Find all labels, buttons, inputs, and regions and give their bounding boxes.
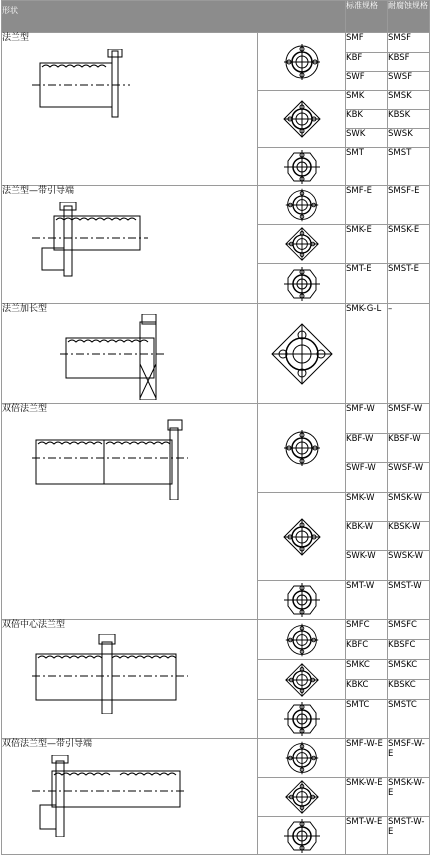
standard-code: SWF-W: [346, 463, 388, 493]
group-name: 双倍法兰型—带引导端: [2, 739, 93, 749]
round-flange-icon: [258, 739, 346, 778]
header-standard-spec: 标准规格: [346, 1, 388, 33]
corrosion-code: SMSKC: [388, 660, 430, 680]
corrosion-code: SMSTC: [388, 700, 430, 739]
corrosion-code: KBSK-W: [388, 522, 430, 551]
standard-code: SMF-W-E: [346, 739, 388, 778]
standard-code: SMK-G-L: [346, 304, 388, 404]
corrosion-code: SMST-W: [388, 581, 430, 620]
standard-code: SMT-E: [346, 264, 388, 304]
two-hole-flange-icon: [258, 581, 346, 620]
standard-code: KBK-W: [346, 522, 388, 551]
corrosion-code: KBSKC: [388, 680, 430, 700]
group-double-flange-pilot-type: [2, 739, 258, 855]
corrosion-code: SMSF-W-E: [388, 739, 430, 778]
square-extended-flange-icon: [258, 304, 346, 404]
corrosion-code: SMSFC: [388, 620, 430, 640]
square-flange-icon: [258, 225, 346, 264]
corrosion-code: SWSK: [388, 129, 430, 148]
corrosion-code: SWSK-W: [388, 551, 430, 581]
corrosion-code: SWSF: [388, 72, 430, 91]
standard-code: SMT-W: [346, 581, 388, 620]
flange-extended-bushing-drawing: [32, 314, 172, 400]
corrosion-code: SWSF-W: [388, 463, 430, 493]
standard-code: KBF-W: [346, 434, 388, 463]
standard-code: SMF-E: [346, 186, 388, 225]
group-name: 法兰型: [2, 33, 30, 43]
two-hole-flange-icon: [258, 148, 346, 186]
flange-bushing-drawing: [32, 49, 162, 121]
double-flange-bushing-drawing: [32, 414, 192, 500]
flange-pilot-bushing-drawing: [32, 202, 162, 278]
corrosion-code: SMSK-W-E: [388, 778, 430, 817]
double-center-flange-bushing-drawing: [32, 634, 192, 714]
two-hole-flange-icon: [258, 700, 346, 739]
corrosion-code: SMSK-W: [388, 493, 430, 522]
standard-code: KBF: [346, 53, 388, 72]
standard-code: KBKC: [346, 680, 388, 700]
header-corrosion-spec: 耐腐蚀规格: [388, 1, 430, 33]
two-hole-flange-icon: [258, 817, 346, 855]
group-name: 双倍中心法兰型: [2, 620, 66, 630]
round-flange-icon: [258, 33, 346, 91]
standard-code: SMK-W: [346, 493, 388, 522]
double-flange-pilot-bushing-drawing: [32, 755, 192, 837]
standard-code: SMF: [346, 33, 388, 53]
corrosion-code: KBSF-W: [388, 434, 430, 463]
two-hole-flange-icon: [258, 264, 346, 304]
corrosion-code: –: [388, 304, 430, 404]
round-flange-icon: [258, 620, 346, 660]
standard-code: SMT: [346, 148, 388, 186]
square-flange-icon: [258, 493, 346, 581]
group-name: 双倍法兰型: [2, 404, 48, 414]
corrosion-code: KBSFC: [388, 640, 430, 660]
standard-code: SMTC: [346, 700, 388, 739]
standard-code: SMF-W: [346, 404, 388, 434]
standard-code: SWK: [346, 129, 388, 148]
square-flange-icon: [258, 660, 346, 700]
standard-code: SMK-E: [346, 225, 388, 264]
corrosion-code: SMST-E: [388, 264, 430, 304]
group-flange-pilot-type: [2, 186, 258, 304]
standard-code: SWF: [346, 72, 388, 91]
standard-code: KBFC: [346, 640, 388, 660]
corrosion-code: SMSK-E: [388, 225, 430, 264]
header-shape: 形状: [2, 1, 346, 33]
standard-code: SMFC: [346, 620, 388, 640]
corrosion-code: KBSF: [388, 53, 430, 72]
corrosion-code: KBSK: [388, 110, 430, 129]
standard-code: SMKC: [346, 660, 388, 680]
round-flange-icon: [258, 404, 346, 493]
corrosion-code: SMSF-E: [388, 186, 430, 225]
standard-code: SMK-W-E: [346, 778, 388, 817]
corrosion-code: SMSF: [388, 33, 430, 53]
standard-code: SMT-W-E: [346, 817, 388, 855]
group-double-flange-type: [2, 404, 258, 620]
round-flange-icon: [258, 186, 346, 225]
standard-code: SWK-W: [346, 551, 388, 581]
corrosion-code: SMSK: [388, 91, 430, 110]
group-name: 法兰加长型: [2, 304, 48, 314]
square-flange-icon: [258, 91, 346, 148]
group-double-center-flange-type: [2, 620, 258, 739]
corrosion-code: SMSF-W: [388, 404, 430, 434]
group-name: 法兰型—带引导端: [2, 186, 75, 196]
square-flange-icon: [258, 778, 346, 817]
standard-code: KBK: [346, 110, 388, 129]
group-flange-extended-type: [2, 304, 258, 404]
flange-type-spec-table: [1, 0, 430, 855]
corrosion-code: SMST: [388, 148, 430, 186]
corrosion-code: SMST-W-E: [388, 817, 430, 855]
group-flange-type: [2, 33, 258, 186]
standard-code: SMK: [346, 91, 388, 110]
